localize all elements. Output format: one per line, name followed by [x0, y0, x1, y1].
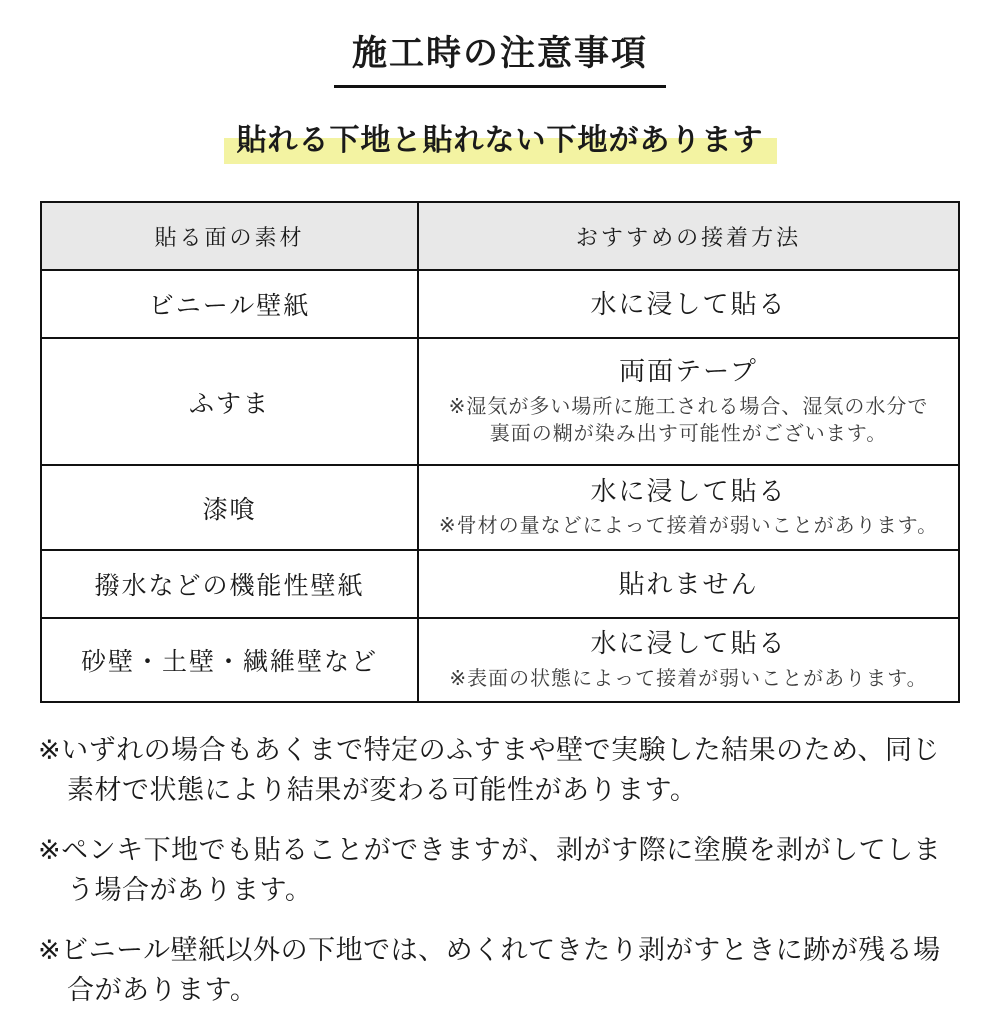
column-header-method: おすすめの接着方法 [418, 202, 959, 270]
table-row [41, 465, 959, 550]
method-cell [418, 338, 959, 465]
method-note: ※骨材の量などによって接着が弱いことがあります。 [438, 515, 939, 538]
table-row [41, 550, 959, 618]
footnote [38, 931, 962, 1011]
material-cell: 砂壁・土壁・繊維壁など [41, 618, 418, 702]
adhesion-method-table [40, 201, 960, 703]
material-cell: ふすま [41, 338, 418, 465]
footnote-text: いずれの場合もあくまで特定のふすまや壁で実験した結果のため、同じ素材で状態により結果が変わる可能性があります。 [61, 735, 941, 805]
material-cell: ビニール壁紙 [41, 270, 418, 338]
method-note: ※表面の状態によって接着が弱いことがあります。 [449, 667, 928, 690]
method-cell [418, 465, 959, 550]
footnote-marker: ※ [38, 735, 62, 765]
method-cell [418, 270, 959, 338]
method-cell [418, 618, 959, 702]
table-row [41, 338, 959, 465]
method-text: 水に浸して貼る [590, 288, 787, 319]
footnote-marker: ※ [38, 834, 62, 865]
table-header-row [41, 202, 959, 270]
footnotes-list [38, 731, 962, 1011]
page-title-wrap [38, 26, 962, 88]
footnote [38, 831, 962, 911]
material-cell: 撥水などの機能性壁紙 [41, 550, 418, 618]
method-text: 水に浸して貼る [590, 628, 787, 659]
table-row [41, 618, 959, 702]
method-text: 貼れません [618, 568, 759, 599]
table-row [41, 270, 959, 338]
footnote-marker: ※ [38, 934, 62, 965]
page-title: 施工時の注意事項 [334, 26, 666, 88]
method-text: 水に浸して貼る [590, 475, 787, 506]
footnote-text: ペンキ下地でも貼ることができますが、剥がす際に塗膜を剥がしてしまう場合があります。 [61, 834, 942, 905]
highlighted-subtitle: 貼れる下地と貼れない下地があります [224, 115, 777, 164]
footnote [38, 731, 962, 811]
method-text: 両面テープ [619, 356, 758, 387]
material-cell: 漆喰 [41, 465, 418, 550]
footnote-text: ビニール壁紙以外の下地では、めくれてきたり剥がすときに跡が残る場合があります。 [61, 934, 941, 1005]
method-note: ※湿気が多い場所に施工される場合、湿気の水分で裏面の糊が染み出す可能性がございます。 [448, 395, 929, 445]
subtitle-wrap [38, 115, 962, 164]
method-cell [418, 550, 959, 618]
column-header-material: 貼る面の素材 [41, 202, 418, 270]
